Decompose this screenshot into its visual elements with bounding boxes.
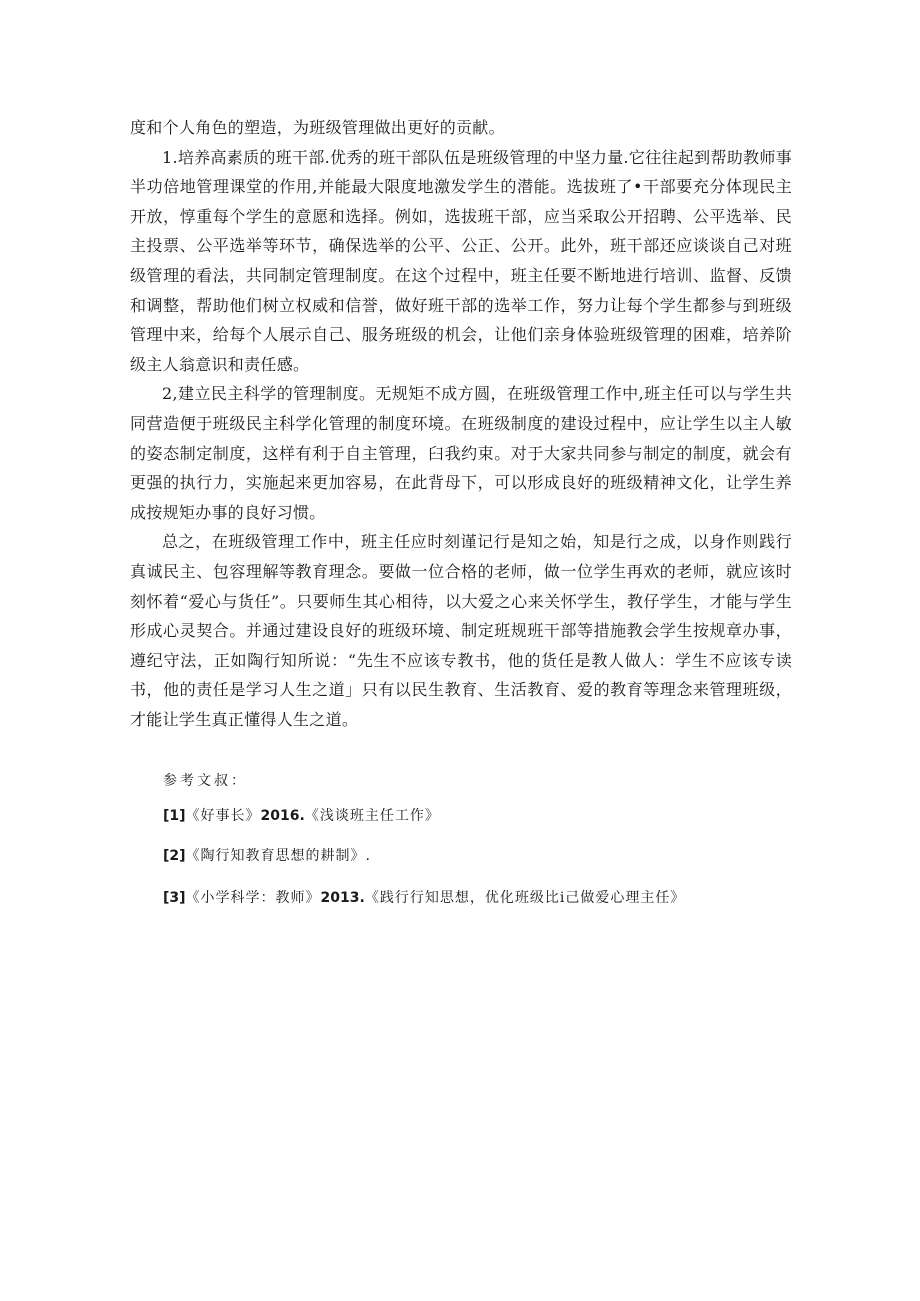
reference-item-1 [163, 805, 440, 825]
reference-title: 《浅谈班主任工作》 [304, 808, 440, 824]
paragraph-conclusion: 总之，在班级管理工作中，班主任应时刻谨记行是知之始，知是行之成，以身作则践行真诚民主、包容理解等教育理念。要做一位合格的老师，做一位学生再欢的老师，就应该时刻怀着“爱心与货任”。只要师生其心相待，以大爱之心来关怀学生，教仔学生，才能与学生形成心灵契合。并通过建设良好的班级环境、制定班规班干部等措施教会学生按规章办事，遵纪守法，正如陶行知所说：“先生不应该专教书，他的货任是教人做人：学生不应该专读书，他的责任是学习人生之道」只有以民生教育、生活教育、爱的教育等理念来管理班级，才能让学生真正懂得人生之道。 [130, 532, 792, 729]
body-text [130, 113, 792, 734]
paragraph-management-system: 2,建立民主科学的管理制度。无规矩不成方圆，在班级管理工作中,班主任可以与学生共同营造便于班级民主科学化管理的制度环境。在班级制度的建设过程中，应让学生以主人敏的姿态制定制度，这样有利于自主管理，臼我约束。对于大家共同参与制定的制度，就会有更强的执行力，实施起来更加容易，在此背母下，可以形成良好的班级精神文化，让学生养成按规矩办事的良好习惯。 [130, 384, 792, 522]
reference-source: 《好事长》 [185, 808, 261, 824]
reference-source: 《陶行知教育思想的耕制》. [185, 848, 371, 864]
references-title: 参考文叔： [163, 773, 248, 789]
reference-source: 《小学科学：教师》 [185, 890, 321, 906]
reference-year: 2016. [260, 808, 305, 824]
reference-number: [3] [163, 890, 186, 906]
reference-title: 《践行行知思想，优化班级比i己做爱心理主任》 [364, 890, 686, 906]
reference-item-3 [163, 887, 685, 907]
paragraph-continuation: 度和个人角色的塑造，为班级管理做出更好的贡献。 [130, 118, 505, 137]
paragraph-class-cadres: 1.培养高素质的班干部.优秀的班干部队伍是班级管理的中坚力量.它往往起到帮助教师事半功倍地管理课堂的作用,并能最大限度地激发学生的潜能。选拔班了•干部要充分体现民主开放，惇重每个学生的意愿和选择。例如，选拔班干部，应当采取公开招聘、公平选举、民主投票、公平选举等环节，确保选举的公平、公正、公开。此外，班干部还应谈谈自己对班级管理的看法，共同制定管理制度。在这个过程中，班主任要不断地进行培训、监督、反馈和调整，帮助他们树立权威和信誉，做好班干部的选举工作，努力让每个学生都参与到班级管理中来，给每个人展示自己、服务班级的机会，让他们亲身体验班级管理的困难，培养阶级主人翁意识和责任感。 [130, 147, 792, 374]
reference-item-2 [163, 845, 371, 865]
reference-year: 2013. [320, 890, 365, 906]
reference-number: [2] [163, 848, 186, 864]
reference-number: [1] [163, 808, 186, 824]
